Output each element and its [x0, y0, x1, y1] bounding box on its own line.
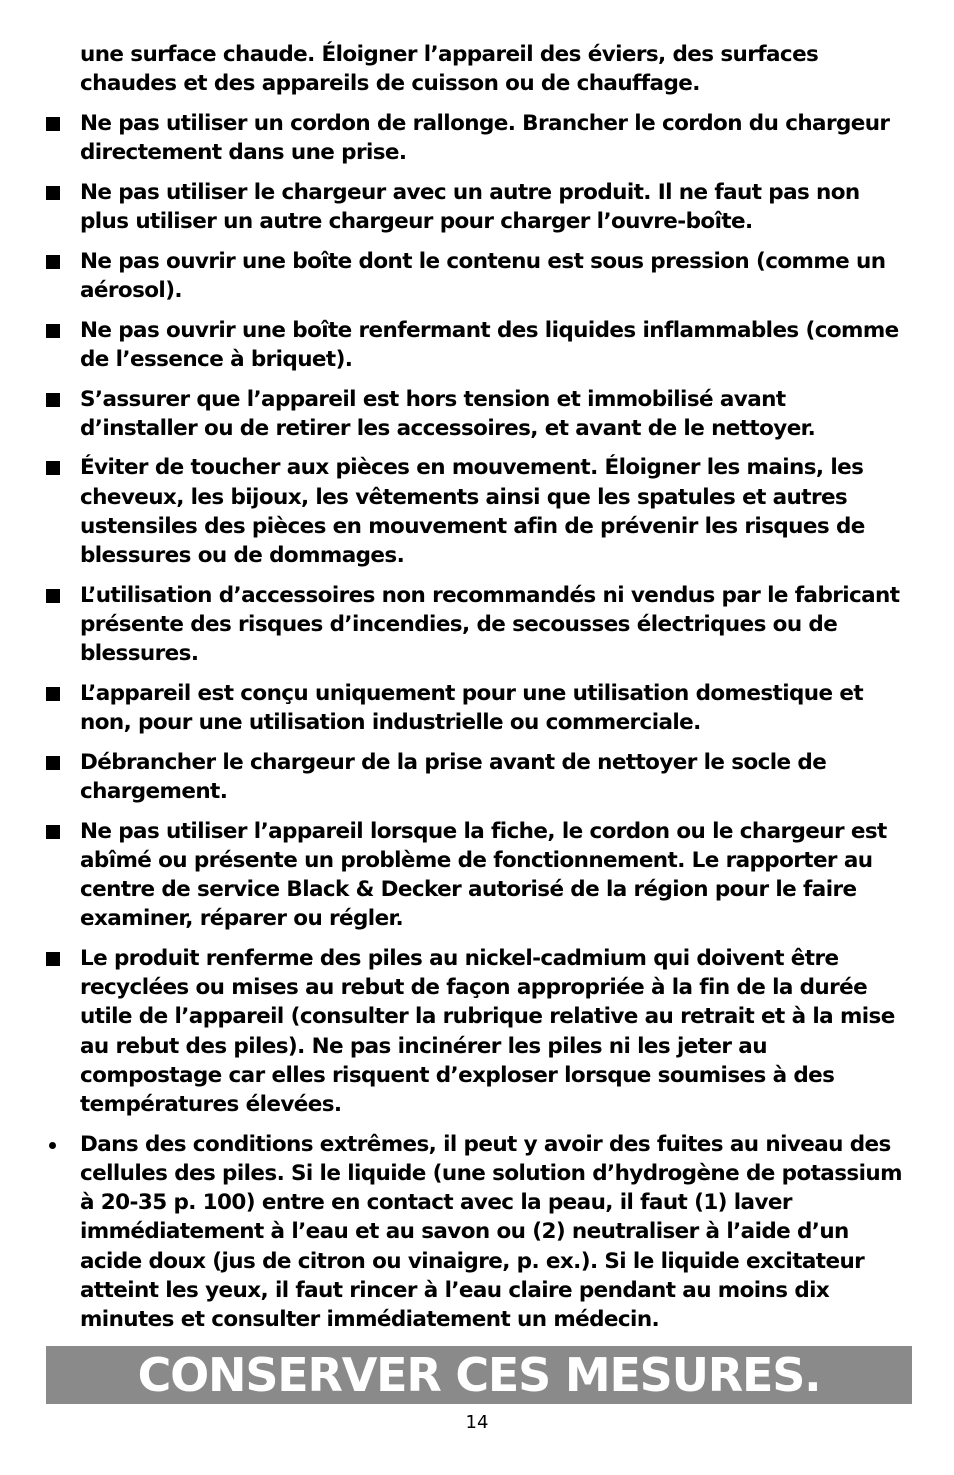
save-instructions-banner: [46, 1346, 912, 1404]
list-item-text: L’appareil est conçu uniquement pour une utilisation domestique et non, pour une utilisation industrielle ou commerciale.: [80, 680, 863, 736]
list-item: [46, 748, 908, 806]
square-bullet-icon: [46, 748, 80, 777]
list-item: [46, 944, 908, 1119]
square-bullet-icon: [46, 679, 80, 708]
list-item-text: une surface chaude. Éloigner l’appareil des éviers, des surfaces chaudes et des appareils de cuisson ou de chauffage.: [80, 42, 819, 97]
square-bullet-icon: [46, 316, 80, 345]
list-item: [46, 316, 908, 374]
list-item-text: Dans des conditions extrêmes, il peut y avoir des fuites au niveau des cellules des piles. Si le liquide (une solution d’hydrogène de potassium à 20-35 p. 100) entre en contact avec la peau, il faut (1) laver immédiatement à l’eau et au savon ou (2) neutraliser à l’aide d’un acide doux (jus de citron ou vinaigre, p. ex.). Si le liquide excitateur atteint les yeux, il faut rincer à l’eau claire pendant au moins dix minutes et consulter immédiatement un médecin.: [80, 1131, 902, 1332]
list-item-text: Éviter de toucher aux pièces en mouvement. Éloigner les mains, les cheveux, les bijoux, les vêtements ainsi que les spatules et autres ustensiles des pièces en mouvement afin de prévenir les risques de blessures ou de dommages.: [80, 455, 865, 569]
square-bullet-icon: [46, 944, 80, 973]
list-item: [46, 109, 908, 167]
bullet-none: [46, 40, 80, 69]
list-item-text: Ne pas utiliser le chargeur avec un autre produit. Il ne faut pas non plus utiliser un autre chargeur pour charger l’ouvre-boîte.: [80, 179, 860, 235]
list-item: [46, 581, 908, 669]
list-item: [46, 385, 908, 443]
list-item-text: Ne pas ouvrir une boîte dont le contenu est sous pression (comme un aérosol).: [80, 248, 886, 303]
list-item-text: Ne pas utiliser un cordon de rallonge. Brancher le cordon du chargeur directement dans une prise.: [80, 110, 890, 166]
list-item-text: Le produit renferme des piles au nickel-cadmium qui doivent être recyclées ou mises au rebut de façon appropriée à la fin de la durée utile de l’appareil (consulter la rubrique relative au retrait et à la mise au rebut des piles). Ne pas incinérer les piles ni les jeter au compostage car elles risquent d’exploser lorsque soumises à des températures élevées.: [80, 945, 895, 1117]
square-bullet-icon: [46, 109, 80, 138]
list-item: [46, 679, 908, 737]
square-bullet-icon: [46, 581, 80, 610]
list-item: [46, 1130, 908, 1334]
list-item: [46, 247, 908, 305]
list-item-text: L’utilisation d’accessoires non recommandés ni vendus par le fabricant présente des risques d’incendies, de secousses électriques ou de blessures.: [80, 582, 900, 667]
square-bullet-icon: [46, 453, 80, 482]
list-item: [46, 178, 908, 236]
safety-instructions-list: [46, 40, 908, 1345]
page-number: 14: [465, 1412, 489, 1433]
list-item-text: Ne pas utiliser l’appareil lorsque la fiche, le cordon ou le chargeur est abîmé ou présente un problème de fonctionnement. Le rapporter au centre de service Black & Decker autorisé de la région pour le faire examiner, réparer ou régler.: [80, 818, 887, 932]
list-item-continuation: [46, 40, 908, 98]
list-item-text: Ne pas ouvrir une boîte renfermant des liquides inflammables (comme de l’essence à briquet).: [80, 317, 899, 372]
list-item: [46, 817, 908, 934]
list-item-text: S’assurer que l’appareil est hors tension et immobilisé avant d’installer ou de retirer les accessoires, et avant de le nettoyer.: [80, 386, 816, 441]
banner-text: CONSERVER CES MESURES.: [137, 1348, 821, 1402]
list-item: [46, 453, 908, 570]
dot-bullet-icon: [46, 1130, 80, 1159]
square-bullet-icon: [46, 385, 80, 414]
square-bullet-icon: [46, 817, 80, 846]
square-bullet-icon: [46, 178, 80, 207]
square-bullet-icon: [46, 247, 80, 276]
list-item-text: Débrancher le chargeur de la prise avant de nettoyer le socle de chargement.: [80, 749, 827, 804]
